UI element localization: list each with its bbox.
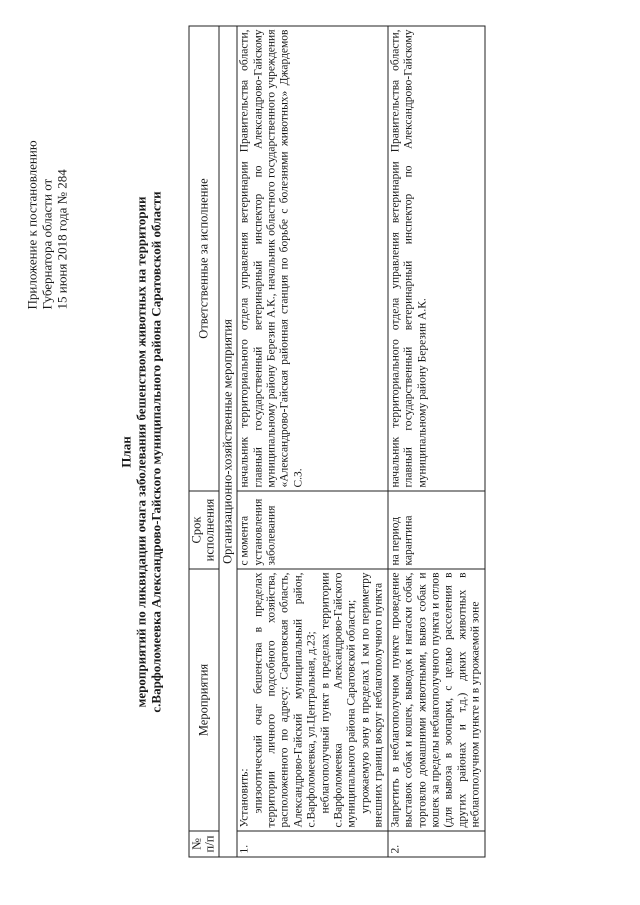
row-responsible: начальник территориального отдела управления ветеринарии Правительства области, главный государственный ветеринарный инспектор по Александрово-Гайскому муниципальному району Березин А.К., начальник областного государственного учреждения «Александрово-Гайская районная станция по борьбе с болезнями животных» Джардемов С.З. [237,26,387,491]
table-row [237,26,387,857]
header-num: № п/п [189,831,219,857]
measure-line: Установить: [238,768,251,828]
table-row [387,26,484,857]
row-measure [237,569,387,831]
header-term: Срок исполнения [189,491,219,569]
table-header-row [189,26,219,857]
header-responsible: Ответственные за исполнение [189,26,219,491]
row-term: на период карантина [387,491,484,569]
appendix-line-3: 15 июня 2018 года № 284 [54,169,69,310]
heading-title: План [118,436,133,468]
section-row [218,26,236,857]
measure-line: Запретить в неблагополучном пункте проведение выставок собак и кошек, выводок и натаски собак, торговлю домашними животными, вывоз собак и кошек за пределы неблагополучного пункта и отлов (для вывоза в зоопарки, с целью расселения в других районах и т.д.) диких животных в неблагополучном пункте и в угрожаемой зоне [388,572,482,828]
row-num: 1. [237,831,387,857]
measure-line: неблагополучный пункт в пределах территории с.Варфоломеевка Александрово-Гайского муниципального района Саратовской области; [318,572,358,828]
plan-table [188,26,485,858]
row-responsible: начальник территориального отдела управления ветеринарии Правительства области, главный государственный ветеринарный инспектор по Александрово-Гайскому муниципальному району Березин А.К. [387,26,484,491]
row-num: 2. [387,831,484,857]
measure-line: угрожаемую зону в пределах 1 км по периметру внешних границ вокруг неблагополучного пункта [358,572,385,828]
appendix-line-2: Губернатора области от [39,178,54,310]
appendix-note [24,20,69,310]
measure-line: эпизоотический очаг бешенства в пределах территории личного подсобного хозяйства, расположенного по адресу: Саратовская область, Александрово-Гайский муниципальный район, с.Варфоломеевка, ул.Центральная, д.23; [251,572,318,828]
header-measures: Мероприятия [189,569,219,831]
heading-line-2: мероприятий по ликвидации очага заболевания бешенством животных на территории [133,196,148,708]
section-title: Организационно-хозяйственные мероприятия [218,26,236,857]
appendix-line-1: Приложение к постановлению [24,140,39,310]
document-page [20,15,620,890]
row-term: с момента установления заболевания [237,491,387,569]
document-heading [118,15,163,890]
heading-line-3: с.Варфоломеевка Александрово-Гайского муниципального района Саратовской области [148,191,163,713]
row-measure [387,569,484,831]
